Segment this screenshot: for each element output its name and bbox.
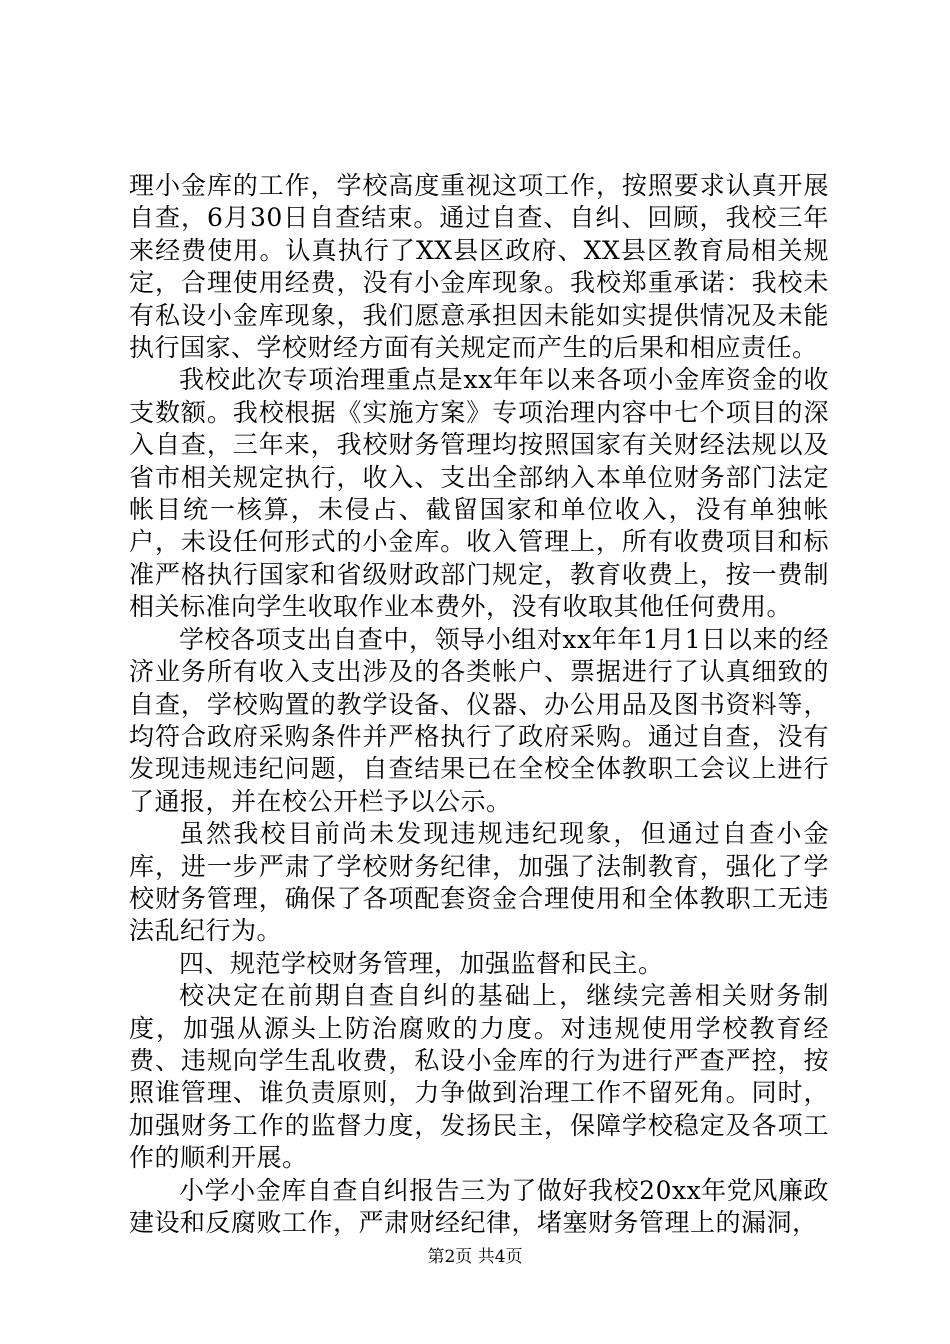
paragraph-1: 理小金库的工作，学校高度重视这项工作，按照要求认真开展自查，6月30日自查结束。通过自查、自纠、回顾，我校三年来经费使用。认真执行了XX县区政府、XX县区教育局相关规定，合理使用经费，没有小金库现象。我校郑重承诺：我校未有私设小金库现象，我们愿意承担因未能如实提供情况及未能执行国家、学校财经方面有关规定而产生的后果和相应责任。	[129, 171, 829, 363]
paragraph-5: 校决定在前期自查自纠的基础上，继续完善相关财务制度，加强从源头上防治腐败的力度。对违规使用学校教育经费、违规向学生乱收费，私设小金库的行为进行严查严控，按照谁管理、谁负责原则，力争做到治理工作不留死角。同时，加强财务工作的监督力度，发扬民主，保障学校稳定及各项工作的顺利开展。	[129, 981, 829, 1173]
paragraph-3: 学校各项支出自查中，领导小组对xx年年1月1日以来的经济业务所有收入支出涉及的各类帐户、票据进行了认真细致的自查，学校购置的教学设备、仪器、办公用品及图书资料等，均符合政府采购条件并严格执行了政府采购。通过自查，没有发现违规违纪问题，自查结果已在全校全体教职工会议上进行了通报，并在校公开栏予以公示。	[129, 624, 829, 816]
paragraph-6: 小学小金库自查自纠报告三为了做好我校20xx年党风廉政建设和反腐败工作，严肃财经纪律，堵塞财务管理上的漏洞，	[129, 1175, 829, 1237]
page-footer	[0, 1246, 950, 1268]
page-number: 第2页 共4页	[427, 1247, 523, 1267]
section-heading-4: 四、规范学校财务管理，加强监督和民主。	[179, 948, 664, 978]
paragraph-4: 虽然我校目前尚未发现违规违纪现象，但通过自查小金库，进一步严肃了学校财务纪律，加强了法制教育，强化了学校财务管理，确保了各项配套资金合理使用和全体教职工无违法乱纪行为。	[129, 819, 829, 946]
paragraph-2: 我校此次专项治理重点是xx年年以来各项小金库资金的收支数额。我校根据《实施方案》专项治理内容中七个项目的深入自查，三年来，我校财务管理均按照国家有关财经法规以及省市相关规定执行，收入、支出全部纳入本单位财务部门法定帐目统一核算，未侵占、截留国家和单位收入，没有单独帐户，未设任何形式的小金库。收入管理上，所有收费项目和标准严格执行国家和省级财政部门规定，教育收费上，按一费制相关标准向学生收取作业本费外，没有收取其他任何费用。	[129, 365, 829, 622]
document-body	[129, 170, 829, 1239]
